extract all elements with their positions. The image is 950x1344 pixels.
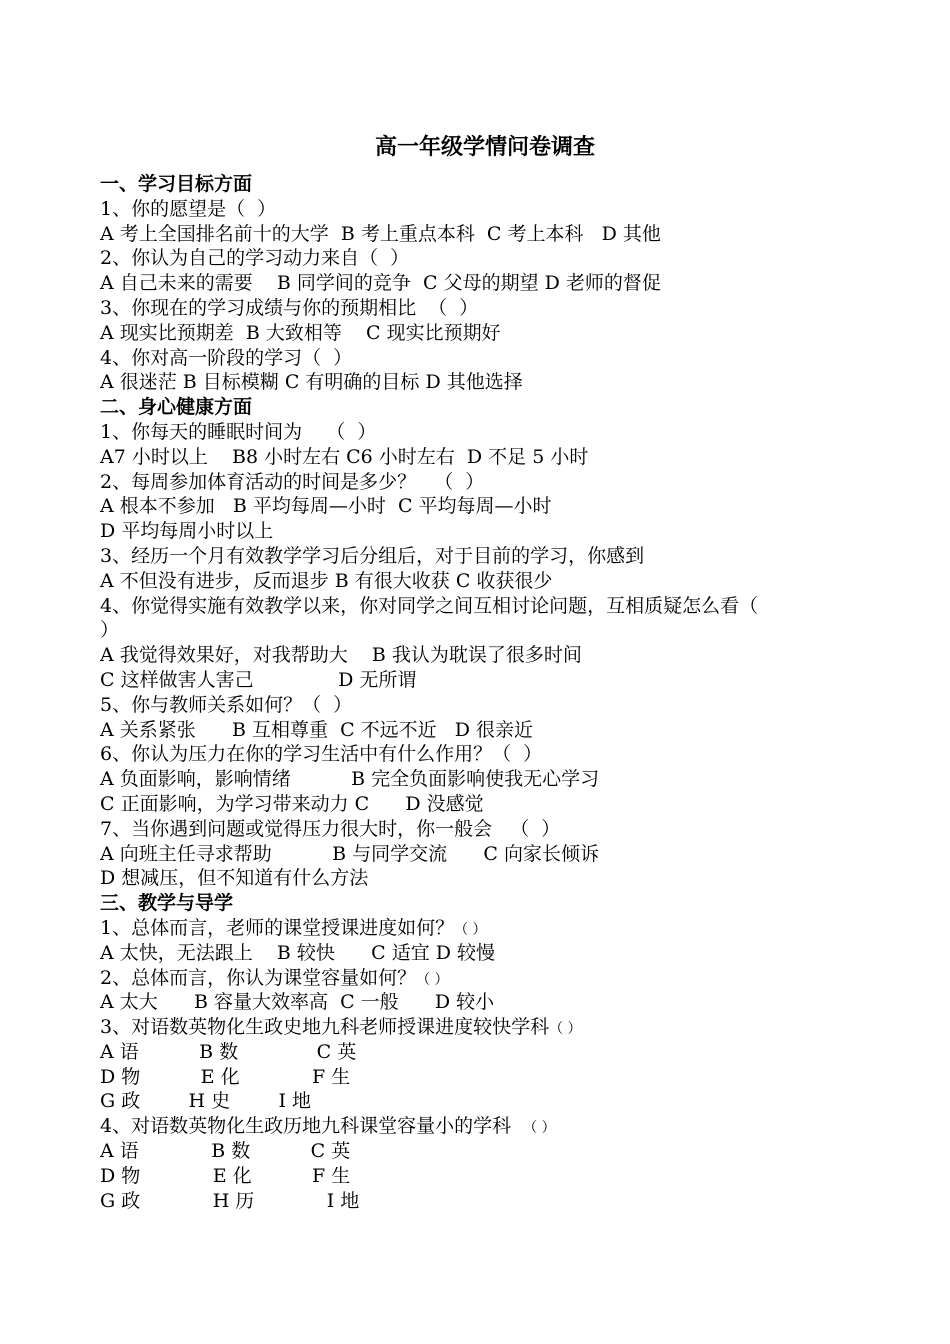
question-line [100, 296, 860, 321]
question-line [100, 544, 860, 569]
section-heading [100, 891, 860, 916]
line-text: 2、你认为自己的学习动力来自（ ） [100, 247, 410, 270]
line-text: D 物 E 化 F 生 [100, 1164, 351, 1187]
line-text: 一、学习目标方面 [100, 173, 253, 195]
line-text: 3、对语数英物化生政史地九科老师授课进度较快学科 [100, 1016, 550, 1039]
line-text: D 物 E 化 F 生 [100, 1065, 351, 1088]
question-line [100, 321, 860, 346]
line-text: A 自己未来的需要 B 同学间的竞争 C 父母的期望 D 老师的督促 [100, 272, 661, 295]
question-line [100, 792, 860, 817]
answer-bracket: （ ） [454, 921, 487, 938]
question-line [100, 222, 860, 247]
question-line [100, 742, 860, 767]
question-line [100, 866, 860, 891]
question-line [100, 1015, 860, 1040]
question-line [100, 1089, 860, 1114]
line-text: A 考上全国排名前十的大学 B 考上重点本科 C 考上本科 D 其他 [100, 222, 661, 245]
line-text: G 政 H 史 I 地 [100, 1090, 312, 1113]
question-line [100, 1065, 860, 1090]
line-text: A 太大 B 容量大效率高 C 一般 D 较小 [100, 991, 495, 1014]
line-text: 二、身心健康方面 [100, 396, 253, 419]
question-line [100, 1164, 860, 1189]
question-line [100, 718, 860, 743]
line-text: A 根本不参加 B 平均每周—小时 C 平均每周—小时 [100, 495, 552, 518]
line-text: 1、你每天的睡眠时间为 （ ） [100, 420, 377, 443]
answer-bracket: （ ） [416, 971, 449, 988]
line-text: 4、对语数英物化生政历地九科课堂容量小的学科 [100, 1115, 524, 1138]
line-text: 6、你认为压力在你的学习生活中有什么作用？（ ） [100, 743, 543, 766]
line-text: 4、你对高一阶段的学习（ ） [100, 346, 353, 369]
question-line [100, 1040, 860, 1065]
line-text: A 语 B 数 C 英 [100, 1040, 357, 1063]
question-line [100, 842, 860, 867]
question-line [100, 1139, 860, 1164]
line-text: 7、当你遇到问题或觉得压力很大时，你一般会 （ ） [100, 817, 561, 840]
question-line [100, 470, 860, 495]
section-heading [100, 395, 860, 420]
line-text: 3、你现在的学习成绩与你的预期相比 （ ） [100, 296, 479, 319]
answer-bracket: （ ） [549, 1021, 582, 1038]
line-text: A 语 B 数 C 英 [100, 1140, 351, 1163]
line-text: ） [100, 619, 120, 642]
line-text: A 很迷茫 B 目标模糊 C 有明确的目标 D 其他选择 [100, 371, 523, 394]
line-text: D 平均每周小时以上 [100, 520, 274, 543]
line-text: 4、你觉得实施有效教学以来，你对同学之间互相讨论问题，互相质疑怎么看（ [100, 594, 759, 617]
question-line [100, 346, 860, 371]
document-title: 高一年级学情问卷调查 [374, 134, 595, 160]
question-line [100, 519, 860, 544]
question-line [100, 966, 860, 991]
question-line [100, 618, 860, 643]
line-text: 1、总体而言，老师的课堂授课进度如何？ [100, 916, 455, 939]
question-line [100, 494, 860, 519]
question-line [100, 643, 860, 668]
question-line [100, 594, 860, 619]
line-text: A 负面影响，影响情绪 B 完全负面影响使我无心学习 [100, 768, 600, 791]
document-page [100, 132, 860, 1213]
question-line [100, 197, 860, 222]
line-text: 2、总体而言，你认为课堂容量如何？ [100, 966, 417, 989]
section-heading [100, 172, 860, 197]
line-text: 三、教学与导学 [100, 892, 234, 915]
question-line [100, 271, 860, 296]
question-line [100, 990, 860, 1015]
line-text: G 政 H 历 I 地 [100, 1189, 360, 1212]
line-text: A 不但没有进步，反而退步 B 有很大收获 C 收获很少 [100, 569, 553, 592]
question-line [100, 1189, 860, 1214]
question-line [100, 941, 860, 966]
line-text: C 正面影响，为学习带来动力 C D 没感觉 [100, 792, 484, 815]
question-line [100, 370, 860, 395]
line-text: 1、你的愿望是（ ） [100, 197, 277, 220]
line-text: A 我觉得效果好，对我帮助大 B 我认为耽误了很多时间 [100, 644, 582, 667]
question-line [100, 1114, 860, 1139]
line-text: A 现实比预期差 B 大致相等 C 现实比预期好 [100, 321, 501, 344]
line-text: C 这样做害人害己 D 无所谓 [100, 668, 417, 691]
question-line [100, 246, 860, 271]
question-line [100, 767, 860, 792]
line-text: A 太快，无法跟上 B 较快 C 适宜 D 较慢 [100, 941, 496, 964]
question-line [100, 916, 860, 941]
question-line [100, 668, 860, 693]
question-line [100, 420, 860, 445]
line-text: 5、你与教师关系如何？（ ） [100, 693, 353, 716]
line-text: 2、每周参加体育活动的时间是多少？ （ ） [100, 470, 485, 493]
line-text: 3、经历一个月有效教学学习后分组后，对于目前的学习，你感到 [100, 544, 645, 567]
question-line [100, 445, 860, 470]
answer-bracket: （ ） [523, 1120, 556, 1137]
line-text: D 想减压，但不知道有什么方法 [100, 867, 369, 890]
line-text: A7 小时以上 B8 小时左右 C6 小时左右 D 不足 5 小时 [100, 445, 589, 468]
questionnaire-body [100, 172, 860, 1213]
line-text: A 关系紧张 B 互相尊重 C 不远不近 D 很亲近 [100, 718, 534, 741]
question-line [100, 569, 860, 594]
question-line [100, 693, 860, 718]
question-line [100, 817, 860, 842]
line-text: A 向班主任寻求帮助 B 与同学交流 C 向家长倾诉 [100, 842, 599, 865]
